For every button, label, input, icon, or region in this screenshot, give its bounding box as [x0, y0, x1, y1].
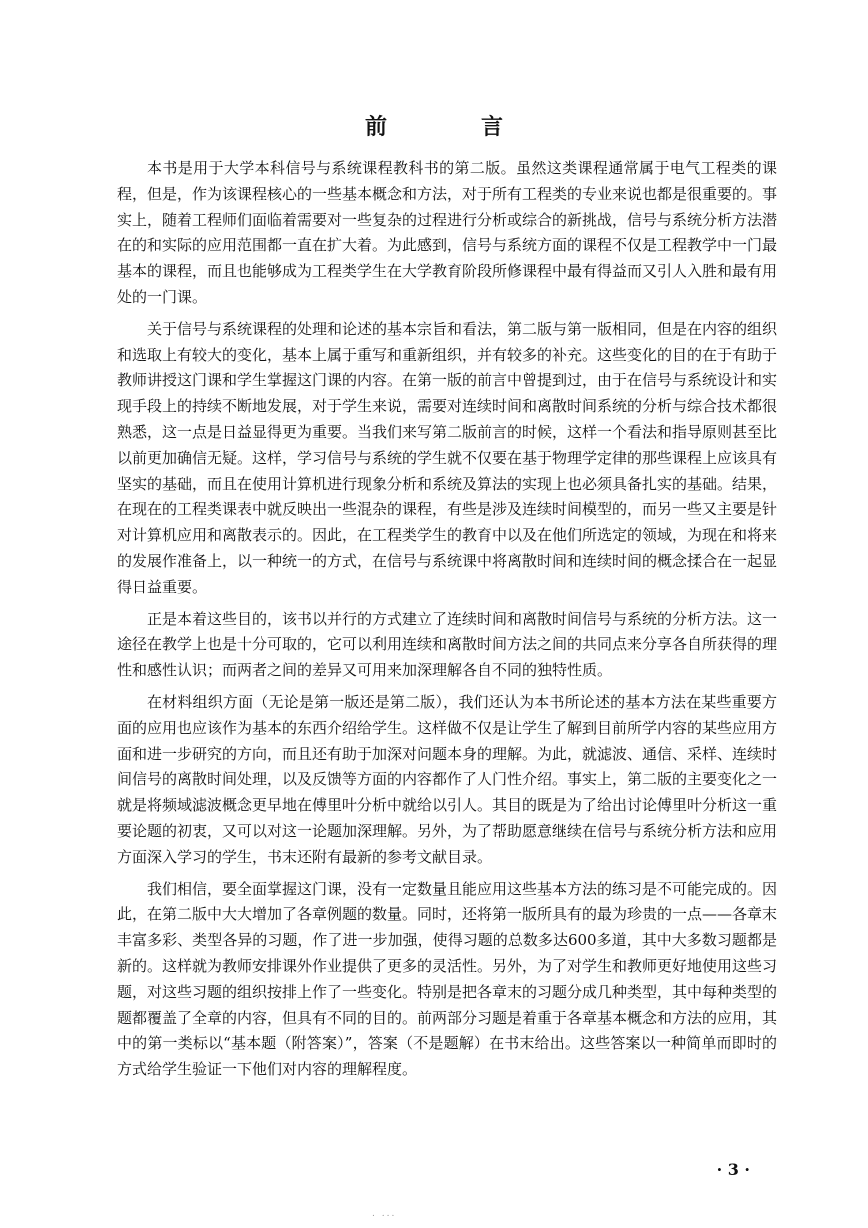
paragraph-2: 关于信号与系统课程的处理和论述的基本宗旨和看法，第二版与第一版相同，但是在内容的组织和选取上有较大的变化，基本上属于重写和重新组织，并有较多的补充。这些变化的目的在于有助于教师讲授这门课和学生掌握这门课的内容。在第一版的前言中曾提到过，由于在信号与系统设计和实现手段上的持续不断地发展，对于学生来说，需要对连续时间和离散时间系统的分析与综合技术都很熟悉，这一点是日益显得更为重要。当我们来写第二版前言的时候，这样一个看法和指导原则甚至比以前更加确信无疑。这样，学习信号与系统的学生就不仅要在基于物理学定律的那些课程上应该具有坚实的基础，而且在使用计算机进行现象分析和系统及算法的实现上也必须具备扎实的基础。结果，在现在的工程类课表中就反映出一些混杂的课程，有些是涉及连续时间模型的，而另一些又主要是针对计算机应用和离散表示的。因此，在工程类学生的教育中以及在他们所选定的领域，为现在和将来的发展作准备上，以一种统一的方式，在信号与系统课中将离散时间和连续时间的概念揉合在一起显得日益重要。: [117, 319, 778, 596]
page-number: · 3 ·: [716, 1160, 750, 1179]
paragraph-1: 本书是用于大学本科信号与系统课程教科书的第二版。虽然这类课程通常属于电气工程类的课程，但是，作为该课程核心的一些基本概念和方法，对于所有工程类的专业来说也都是很重要的。事实上，随着工程师们面临着需要对一些复杂的过程进行分析或综合的新挑战，信号与系统分析方法潜在的和实际的应用范围都一直在扩大着。为此感到，信号与系统方面的课程不仅是工程教学中一门最基本的课程，而且也能够成为工程类学生在大学教育阶段所修课程中最有得益而又引人入胜和最有用处的一门课。: [117, 159, 778, 306]
paragraph-5: 我们相信，要全面掌握这门课，没有一定数量且能应用这些基本方法的练习是不可能完成的。因此，在第二版中大大增加了各章例题的数量。同时，还将第一版所具有的最为珍贵的一点——各章末丰富多彩、类型各异的习题，作了进一步加强，使得习题的总数多达600多道，其中大多数习题都是新的。这样就为教师安排课外作业提供了更多的灵活性。另外，为了对学生和教师更好地使用这些习题，对这些习题的组织按排上作了一些变化。特别是把各章末的习题分成几种类型，其中每种类型的题都覆盖了全章的内容，但具有不同的目的。前两部分习题是着重于各章基本概念和方法的应用，其中的第一类标以“基本题（附答案）”，答案（不是题解）在书末给出。这些答案以一种简单而即时的方式给学生验证一下他们对内容的理解程度。: [117, 879, 778, 1079]
bottom-mark: . ...: [372, 1209, 397, 1219]
paragraph-4: 在材料组织方面（无论是第一版还是第二版），我们还认为本书所论述的基本方法在某些重要方面的应用也应该作为基本的东西介绍给学生。这样做不仅是让学生了解到目前所学内容的某些应用方面和进一步研究的方向，而且还有助于加深对问题本身的理解。为此，就滤波、通信、采样、连续时间信号的离散时间处理，以及反馈等方面的内容都作了人门性介绍。事实上，第二版的主要变化之一就是将频域滤波概念更早地在傅里叶分析中就给以引人。其目的既是为了给出讨论傅里叶分析这一重要论题的初衷，又可以对这一论题加深理解。另外，为了帮助愿意继续在信号与系统分析方法和应用方面深入学习的学生，书末还附有最新的参考文献目录。: [117, 692, 778, 866]
page-title: 前 言: [364, 114, 539, 140]
paragraph-3: 正是本着这些目的，该书以并行的方式建立了连续时间和离散时间信号与系统的分析方法。这一途径在教学上也是十分可取的，它可以利用连续和离散时间方法之间的共同点来分享各自所获得的理性和感性认识；而两者之间的差异又可用来加深理解各自不同的独特性质。: [117, 609, 778, 680]
body-text: [117, 156, 777, 1089]
